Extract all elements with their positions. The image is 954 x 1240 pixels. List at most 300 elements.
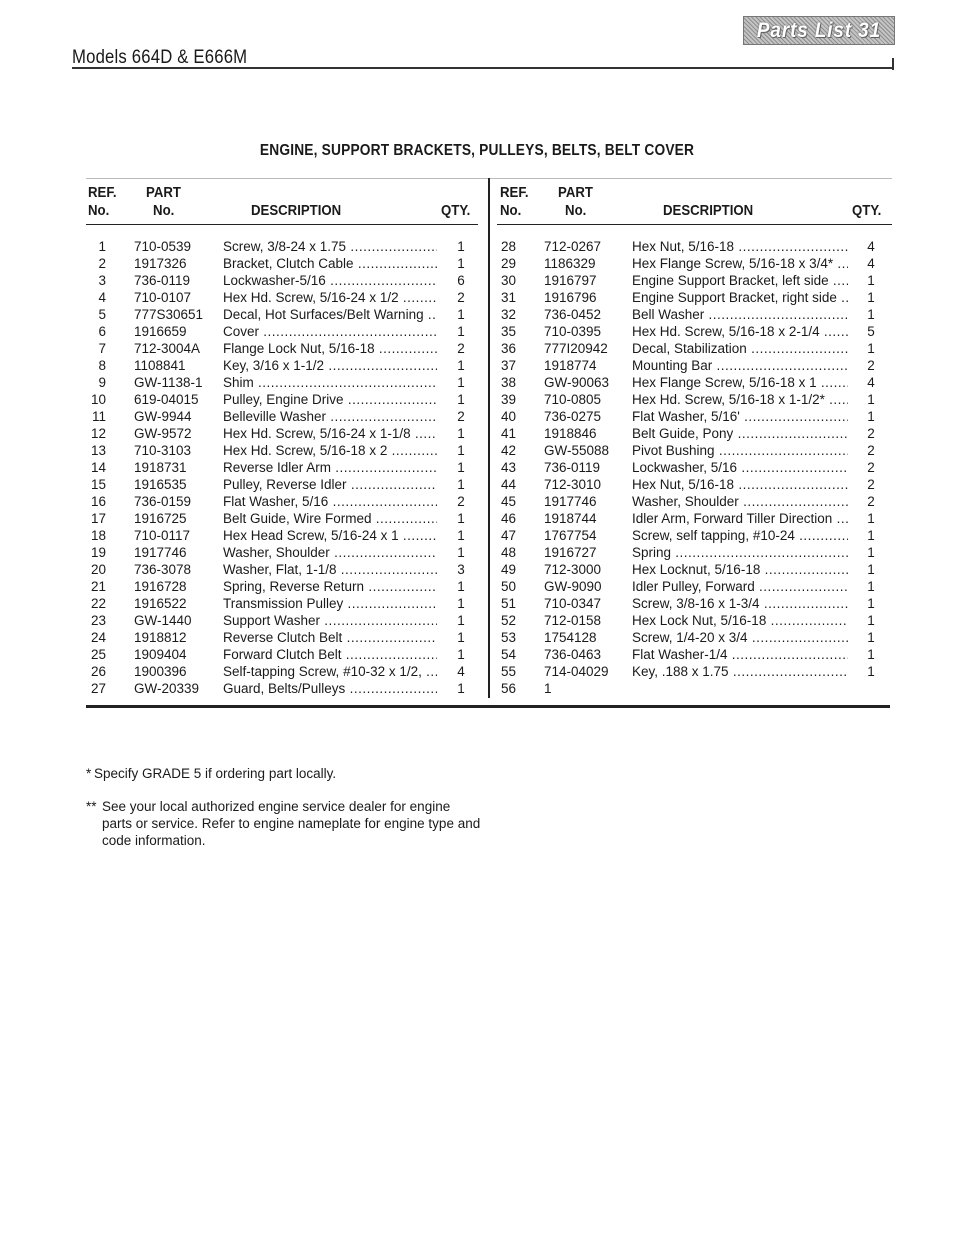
part-description [632,272,848,289]
ref-number: 26 [90,664,106,679]
ref-number: 43 [500,460,516,475]
part-quantity: 1 [867,664,875,679]
part-number: 1916796 [544,290,597,305]
part-number: 1900396 [134,664,187,679]
part-description-text: Bracket, Clutch Cable [223,256,354,271]
table-row [76,646,480,663]
table-row [76,272,480,289]
part-number: GW-9090 [544,579,602,594]
part-description [632,408,848,425]
part-quantity: 1 [867,409,875,424]
part-quantity: 1 [457,375,465,390]
part-quantity: 1 [867,511,875,526]
header-ref-bottom: No. [88,202,110,219]
ref-number: 39 [500,392,516,407]
footnote-text: Specify GRADE 5 if ordering part locally. [94,766,337,781]
header-ref-top: REF. [88,184,117,201]
page-badge-label: Parts List 31 [756,18,882,42]
footnote-engine-dealer [86,798,482,849]
part-description-text: Flat Washer-1/4 [632,647,728,662]
header-part [146,184,181,220]
part-number: 1108841 [134,358,186,373]
part-number: GW-1440 [134,613,192,628]
table-row [76,289,480,306]
part-quantity: 1 [457,528,465,543]
part-description [223,408,437,425]
header-ref-bottom: No. [500,202,522,219]
ref-number: 31 [500,290,516,305]
header-part-bottom: No. [153,202,175,219]
ref-number: 24 [90,630,106,645]
part-number: 1918846 [544,426,597,441]
part-description-text: Hex Hd. Screw, 5/16-24 x 1/2 [223,290,399,305]
ref-number: 40 [500,409,516,424]
part-description-text: Hex Hd. Screw, 5/16-18 x 1-1/2* [632,392,825,407]
part-number: 1754128 [544,630,597,645]
footnote-grade [86,765,482,782]
ref-number: 30 [500,273,516,288]
part-quantity: 4 [867,239,875,254]
part-number: 710-0117 [134,528,191,543]
part-description-text: Support Washer [223,613,321,628]
footnotes [86,765,482,865]
part-quantity: 1 [457,426,465,441]
part-quantity: 4 [867,256,875,271]
part-number: 1917746 [134,545,187,560]
table-row [486,306,892,323]
part-description [223,493,437,510]
part-number: 1909404 [134,647,187,662]
part-quantity: 1 [457,324,465,339]
part-description-text: Screw, 3/8-24 x 1.75 [223,239,347,254]
ref-number: 9 [98,375,106,390]
part-description [223,561,437,578]
part-number: 1918774 [544,358,597,373]
page-badge [743,16,895,45]
ref-number: 55 [500,664,516,679]
part-description-text: Screw, 1/4-20 x 3/4 [632,630,748,645]
part-description [632,306,848,323]
part-quantity: 1 [457,477,465,492]
table-row [76,442,480,459]
part-quantity: 2 [867,477,875,492]
part-quantity: 2 [867,494,875,509]
part-description [632,629,848,646]
table-row [76,663,480,680]
ref-number: 56 [500,681,516,696]
part-description-text: Pulley, Reverse Idler [223,477,347,492]
part-number: 710-3103 [134,443,192,458]
table-row [76,408,480,425]
table-row [76,374,480,391]
part-description-text: Mounting Bar [632,358,713,373]
part-description-text: Engine Support Bracket, right side [632,290,837,305]
part-number: 712-3000 [544,562,602,577]
part-quantity: 1 [867,579,875,594]
part-description-text: Hex Lock Nut, 5/16-18 [632,613,767,628]
part-number: 1916535 [134,477,187,492]
ref-number: 5 [98,307,106,322]
ref-number: 23 [90,613,106,628]
header-description: DESCRIPTION [251,202,342,219]
header-qty: QTY. [441,202,471,219]
part-quantity: 2 [457,290,465,305]
part-description [223,357,437,374]
part-description [223,459,437,476]
part-number: 1918731 [134,460,187,475]
part-description [223,680,437,697]
ref-number: 1 [98,239,106,254]
part-number: 1 [544,681,552,696]
header-qty: QTY. [852,202,882,219]
part-number: 710-0805 [544,392,602,407]
part-description-text: Hex Hd. Screw, 5/16-18 x 2 [223,443,388,458]
part-quantity: 5 [867,324,875,339]
part-quantity: 2 [867,358,875,373]
table-row [76,561,480,578]
table-row [486,289,892,306]
part-quantity: 1 [457,511,465,526]
table-row [76,425,480,442]
header-part-top: PART [146,184,181,201]
header-description: DESCRIPTION [663,202,754,219]
part-description-text: Key, .188 x 1.75 [632,664,729,679]
ref-number: 28 [500,239,516,254]
table-row [76,340,480,357]
table-row [486,340,892,357]
part-quantity: 3 [457,562,465,577]
table-row [486,527,892,544]
part-quantity: 2 [457,409,465,424]
part-number: 619-04015 [134,392,199,407]
part-description [632,561,848,578]
part-description [223,544,437,561]
ref-number: 20 [90,562,106,577]
table-row [486,561,892,578]
part-quantity: 2 [867,443,875,458]
part-description [223,323,437,340]
ref-number: 19 [90,545,106,560]
ref-number: 3 [98,273,106,288]
table-bottom-rule [86,705,890,708]
part-description-text: Guard, Belts/Pulleys [223,681,346,696]
part-number: 712-3010 [544,477,602,492]
right-header-rule [497,224,892,225]
table-row [76,476,480,493]
ref-number: 51 [500,596,516,611]
part-number: 1917326 [134,256,187,271]
part-description-text: Belt Guide, Wire Formed [223,511,372,526]
part-description-text: Decal, Hot Surfaces/Belt Warning [223,307,424,322]
part-description [223,374,437,391]
part-description [223,391,437,408]
table-row [486,544,892,561]
ref-number: 35 [500,324,516,339]
part-quantity: 6 [457,273,465,288]
ref-number: 16 [90,494,106,509]
table-row [486,272,892,289]
table-row [76,629,480,646]
part-description-text: Hex Flange Screw, 5/16-18 x 1 [632,375,817,390]
table-row [486,612,892,629]
part-description [223,272,437,289]
part-description-text: Screw, 3/8-16 x 1-3/4 [632,596,760,611]
part-description [632,425,848,442]
part-quantity: 2 [457,341,465,356]
part-description [632,510,848,527]
table-row [76,578,480,595]
part-description-text: Spring [632,545,672,560]
ref-number: 53 [500,630,516,645]
table-row [76,510,480,527]
ref-number: 22 [90,596,106,611]
part-description-text: Belleville Washer [223,409,327,424]
part-description [632,578,848,595]
ref-number: 32 [500,307,516,322]
part-description [632,527,848,544]
part-description [223,578,437,595]
header-part-top: PART [558,184,593,201]
part-description-text: Washer, Flat, 1-1/8 [223,562,337,577]
table-row [76,527,480,544]
ref-number: 42 [500,443,516,458]
part-description-text: Shim [223,375,254,390]
part-description [632,646,848,663]
part-description-text: Hex Locknut, 5/16-18 [632,562,761,577]
part-number: 777S30651 [134,307,204,322]
table-row [76,459,480,476]
ref-number: 12 [90,426,106,441]
ref-number: 10 [90,392,106,407]
part-description-text: Lockwasher, 5/16 [632,460,738,475]
part-number: GW-55088 [544,443,610,458]
part-number: 1916797 [544,273,597,288]
part-description-text: Hex Flange Screw, 5/16-18 x 3/4* [632,256,834,271]
part-description [223,289,437,306]
part-number: 736-0119 [134,273,191,288]
part-description [223,646,437,663]
table-row [486,680,892,697]
table-row [486,595,892,612]
ref-number: 13 [90,443,106,458]
part-description-text: Reverse Idler Arm [223,460,332,475]
part-quantity: 1 [867,545,875,560]
part-description-text: Hex Nut, 5/16-18 [632,239,735,254]
part-number: 1916522 [134,596,187,611]
part-description [632,391,848,408]
part-quantity: 1 [867,392,875,407]
ref-number: 4 [98,290,106,305]
header-part [558,184,593,220]
ref-number: 2 [98,256,106,271]
ref-number: 41 [500,426,516,441]
table-row [486,323,892,340]
ref-number: 49 [500,562,516,577]
part-description [223,442,437,459]
table-row [76,544,480,561]
part-description-text: Idler Pulley, Forward [632,579,755,594]
part-quantity: 1 [457,647,465,662]
ref-number: 37 [500,358,516,373]
ref-number: 7 [98,341,106,356]
ref-number: 48 [500,545,516,560]
header-rule [72,67,894,69]
part-number: 1917746 [544,494,597,509]
part-description-text: Hex Hd. Screw, 5/16-24 x 1-1/8 [223,426,411,441]
table-row [486,459,892,476]
part-quantity: 1 [457,613,465,628]
part-description-text: Washer, Shoulder [223,545,330,560]
part-description [632,442,848,459]
footnote-text: See your local authorized engine service dealer for engine parts or service. Refer to engine nameplate for engine type and code information. [102,799,481,848]
part-quantity: 1 [867,596,875,611]
table-row [486,238,892,255]
table-row [76,680,480,697]
part-description [223,238,437,255]
part-description [632,663,848,680]
header-ref [500,184,529,220]
part-description [632,289,848,306]
table-row [76,357,480,374]
part-number: 1916727 [544,545,597,560]
table-row [486,391,892,408]
part-quantity: 2 [867,426,875,441]
part-description-text: Forward Clutch Belt [223,647,342,662]
part-quantity: 1 [457,443,465,458]
part-number: 710-0395 [544,324,602,339]
ref-number: 11 [91,409,106,424]
part-quantity: 4 [867,375,875,390]
table-row [486,629,892,646]
part-description-text: Transmission Pulley [223,596,344,611]
part-quantity: 1 [457,460,465,475]
part-description-text: Idler Arm, Forward Tiller Direction [632,511,833,526]
part-description [632,544,848,561]
part-quantity: 1 [867,613,875,628]
part-quantity: 1 [867,273,875,288]
part-description-text: Engine Support Bracket, left side [632,273,829,288]
part-number: GW-9572 [134,426,192,441]
part-quantity: 1 [867,562,875,577]
part-number: 712-0267 [544,239,602,254]
ref-number: 54 [500,647,516,662]
table-row [76,612,480,629]
part-description-text: Flat Washer, 5/16 [223,494,329,509]
part-number: 1186329 [544,256,596,271]
part-quantity: 2 [457,494,465,509]
part-quantity: 1 [867,341,875,356]
table-row [76,493,480,510]
part-number: 710-0347 [544,596,602,611]
header-ref-top: REF. [500,184,529,201]
part-description [223,612,437,629]
part-description-text: Pulley, Engine Drive [223,392,344,407]
part-description-text: Flat Washer, 5/16' [632,409,740,424]
part-description [632,374,848,391]
part-description-text: Flange Lock Nut, 5/16-18 [223,341,375,356]
table-row [486,255,892,272]
table-row [486,646,892,663]
part-description [223,340,437,357]
table-row [486,578,892,595]
part-number: 710-0107 [134,290,192,305]
part-description-text: Decal, Stabilization [632,341,747,356]
ref-number: 15 [90,477,106,492]
part-description-text: Washer, Shoulder [632,494,739,509]
ref-number: 18 [90,528,106,543]
part-description [632,476,848,493]
table-row [486,510,892,527]
part-description-text: Self-tapping Screw, #10-32 x 1/2, [223,664,422,679]
table-row [76,391,480,408]
ref-number: 25 [90,647,106,662]
part-quantity: 1 [867,307,875,322]
part-number: 1916728 [134,579,187,594]
part-number: 736-0119 [544,460,601,475]
section-title: ENGINE, SUPPORT BRACKETS, PULLEYS, BELTS, BELT COVER [259,142,695,159]
ref-number: 8 [98,358,106,373]
ref-number: 50 [500,579,516,594]
part-description-text: Cover [223,324,260,339]
ref-number: 52 [500,613,516,628]
header-rule-tick [892,58,894,70]
table-row [486,425,892,442]
part-number: 736-0159 [134,494,192,509]
part-description-text: Spring, Reverse Return [223,579,365,594]
part-number: 1918744 [544,511,597,526]
part-quantity: 1 [457,630,465,645]
models-title: Models 664D & E666M [72,47,248,68]
part-quantity: 1 [867,647,875,662]
table-row [486,493,892,510]
part-description [632,238,848,255]
part-description-text: Hex Nut, 5/16-18 [632,477,735,492]
table-row [76,306,480,323]
table-row [76,323,480,340]
ref-number: 14 [90,460,106,475]
ref-number: 29 [500,256,516,271]
ref-number: 44 [500,477,516,492]
part-number: 710-0539 [134,239,192,254]
part-description [632,340,848,357]
header-ref [88,184,117,220]
part-number: GW-1138-1 [134,375,203,390]
part-description [223,255,437,272]
part-description-text: Lockwasher-5/16 [223,273,326,288]
table-row [76,238,480,255]
part-description [632,323,848,340]
part-quantity: 1 [457,307,465,322]
part-number: 1918812 [134,630,187,645]
part-quantity: 1 [457,681,465,696]
part-quantity: 1 [867,528,875,543]
ref-number: 6 [98,324,106,339]
part-description [632,357,848,374]
table-row [486,442,892,459]
part-number: 736-0452 [544,307,602,322]
part-number: 712-3004A [134,341,201,356]
part-quantity: 1 [457,579,465,594]
part-description [223,629,437,646]
part-description [632,493,848,510]
part-description-text: Hex Hd. Screw, 5/16-18 x 2-1/4 [632,324,820,339]
footnote-mark: ** [86,799,97,814]
ref-number: 36 [500,341,516,356]
ref-number: 46 [500,511,516,526]
part-description [223,595,437,612]
part-quantity: 1 [867,290,875,305]
part-description [632,459,848,476]
